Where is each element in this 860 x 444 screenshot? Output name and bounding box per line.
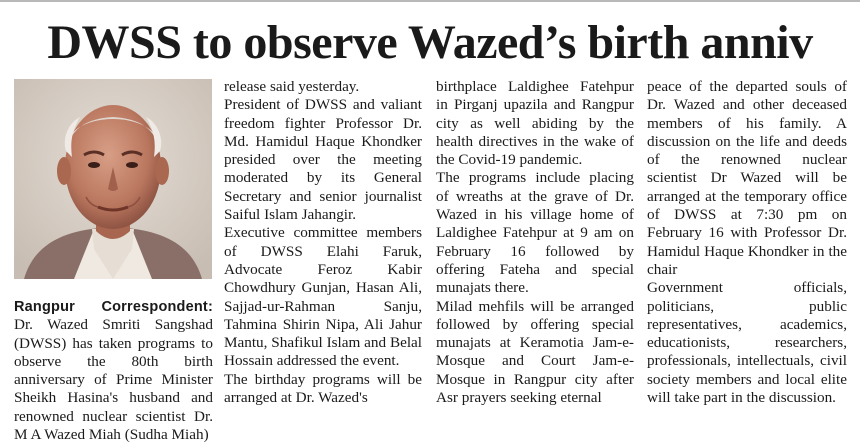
paragraph: President of DWSS and valiant freedom fighter Professor Dr. Md. Hamidul Haque Khondker presided over the meeting moderated by its General Secretary and senior journalist Saiful Islam Jahangir. bbox=[224, 96, 422, 224]
paragraph: The programs include placing of wreaths at the grave of Dr. Wazed in his village home of Laldighee Fatehpur at 9 am on February 16 followed by offering Fateha and special munajats there. bbox=[436, 169, 634, 297]
paragraph: The birthday programs will be arranged at Dr. Wazed's bbox=[224, 370, 422, 407]
top-rule bbox=[0, 0, 860, 2]
paragraph: release said yesterday. bbox=[224, 78, 360, 95]
lead-paragraph bbox=[14, 298, 213, 444]
headline: DWSS to observe Wazed’s birth anniv bbox=[47, 16, 813, 69]
portrait-photo bbox=[14, 79, 212, 279]
column-4 bbox=[647, 78, 847, 407]
paragraph: peace of the departed souls of Dr. Wazed and other deceased members of his family. A discussion on the life and deeds of the renowned nuclear scientist Dr Wazed will be arranged at the temporary office of DWSS at 7:30 pm on February 16 with Professor Dr. Hamidul Haque Khondker in the chair bbox=[647, 78, 847, 278]
paragraph: birthplace Laldighee Fatehpur in Pirganj upazila and Rangpur city as well abiding by the health directives in the wake of the Covid-19 pandemic. bbox=[436, 78, 634, 169]
column-3 bbox=[436, 78, 634, 407]
paragraph: Government officials, politicians, public representatives, academics, educationists, researchers, professionals, intellectuals, civil society members and local elite will take part in the discussion. bbox=[647, 279, 847, 407]
byline: Rangpur Correspondent: bbox=[14, 299, 213, 315]
column-2 bbox=[224, 78, 422, 407]
paragraph: Milad mehfils will be arranged followed by offering special munajats at Keramotia Jam-e-Mosque and Court Jam-e-Mosque in Rangpur city after Asr prayers seeking eternal bbox=[436, 297, 634, 407]
column-1 bbox=[14, 298, 213, 444]
portrait-illustration bbox=[14, 79, 212, 279]
lead-text: Dr. Wazed Smriti Sangshad (DWSS) has taken programs to observe the 80th birth anniversary of Prime Minister Sheikh Hasina's husband and renowned nuclear scientist Dr. M A Wazed Miah (Sudha Miah) bbox=[14, 316, 213, 444]
paragraph: Executive committee members of DWSS Elahi Faruk, Advocate Feroz Kabir Chowdhury Gunjan, Hasan Ali, Sajjad-ur-Rahman Sanju, Tahmina Shirin Nipa, Ali Jahur Mantu, Shafikul Islam and Belal Hossain addressed the event. bbox=[224, 224, 422, 370]
